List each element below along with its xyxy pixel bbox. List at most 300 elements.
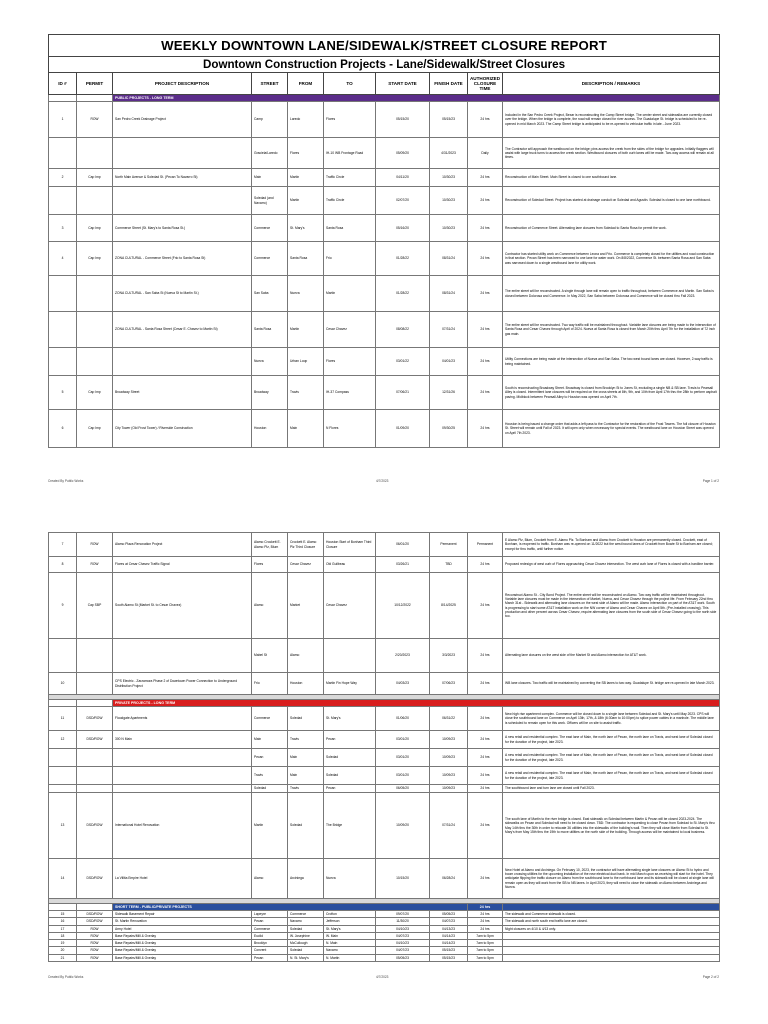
cell-to: The Bridge — [324, 793, 376, 859]
cell-id: 20 — [49, 947, 77, 954]
cell-auth: 24 hrs — [468, 707, 503, 731]
cell-remarks: Night closures on 4/10 & 4/13 only. — [503, 925, 720, 932]
cell-id: 18 — [49, 932, 77, 939]
cell-auth: 24 hrs — [468, 187, 503, 215]
cell-permit — [77, 348, 113, 376]
cell-auth: 24 hrs — [468, 169, 503, 187]
cell-auth: 24 hrs — [468, 859, 503, 899]
cell-start: 01/09/20 — [376, 410, 430, 448]
footer-date: 4/7/2023 — [376, 479, 389, 483]
cell-street: Travis — [252, 767, 288, 785]
cell-start: 03/01/20 — [376, 731, 430, 749]
section-header-private — [49, 700, 720, 707]
cell-remarks: The Contractor will approach the westbound on the bridge; pins access the creek from the sides of the bridge for upgrades. Initially flaggers will assist with large truck turns to access the creek section. Westbound closures of both curb lanes will be made. Two-way access will remain at all times. — [503, 138, 720, 169]
table-row — [49, 859, 720, 899]
cell-project: Army Hotel — [113, 925, 252, 932]
cell-start: 05/15/20 — [376, 102, 430, 138]
col-header-authorized: AUTHORIZED CLOSURE TIME — [468, 73, 503, 95]
cell-permit: ROW — [77, 954, 113, 961]
cell-id: 2 — [49, 169, 77, 187]
cell-finish: 4/31/2023 — [430, 138, 468, 169]
cell-project: South Alamo St (Market St. to Cesar Chavez) — [113, 573, 252, 639]
table-row — [49, 169, 720, 187]
cell-project — [113, 348, 252, 376]
cell-from: St. Mary's — [288, 215, 324, 242]
cell-street: Pecan — [252, 954, 288, 961]
cell-from: Martin — [288, 169, 324, 187]
cell-permit — [77, 276, 113, 312]
cell-start: 04/07/23 — [376, 932, 430, 939]
cell-auth: 24 hrs — [468, 376, 503, 410]
cell-id: 16 — [49, 918, 77, 925]
col-header-start: START DATE — [376, 73, 430, 95]
cell-auth: 7am to 5pm — [468, 954, 503, 961]
cell-project — [113, 749, 252, 767]
table-row — [49, 242, 720, 276]
cell-street: Main — [252, 169, 288, 187]
cell-to — [324, 639, 376, 673]
cell-id: 17 — [49, 925, 77, 932]
cell-start: 10/09/20 — [376, 793, 430, 859]
cell-start: 03/26/21 — [376, 557, 430, 573]
cell-permit: DSD/ROW — [77, 859, 113, 899]
cell-id: 9 — [49, 573, 77, 639]
footer-date: 4/7/2023 — [376, 975, 389, 979]
cell-auth: 24 hrs — [468, 348, 503, 376]
table-row — [49, 925, 720, 932]
cell-auth: 24 hrs — [468, 215, 503, 242]
cell-id: 4 — [49, 242, 77, 276]
cell-from: McCullough — [288, 940, 324, 947]
cell-street: Alamo — [252, 859, 288, 899]
cell-remarks: The sidewalk and north south end traffic lane are closed. — [503, 918, 720, 925]
cell-start: 03/01/20 — [376, 767, 430, 785]
table-row — [49, 573, 720, 639]
cell-id — [49, 312, 77, 348]
cell-start: 01/28/22 — [376, 242, 430, 276]
cell-from: Travis — [288, 376, 324, 410]
table-row — [49, 639, 720, 673]
cell-start: 01/28/22 — [376, 276, 430, 312]
footer-page-number: Page 1 of 2 — [702, 479, 719, 483]
cell-remarks — [503, 940, 720, 947]
cell-to: Flores — [324, 102, 376, 138]
cell-auth: 24 hrs — [468, 410, 503, 448]
cell-permit: Cap SBP — [77, 573, 113, 639]
cell-remarks — [503, 932, 720, 939]
cell-project — [113, 767, 252, 785]
cell-auth: 24 hrs — [468, 911, 503, 918]
cell-permit: DSD/ROW — [77, 793, 113, 859]
cell-auth: 24 hrs — [468, 785, 503, 793]
cell-project: ZONA CULTURAL - Santa Rosa Street (Cesar E. Chavez to Martin St) — [113, 312, 252, 348]
cell-to: St. Mary's — [324, 925, 376, 932]
cell-to: Crofton — [324, 911, 376, 918]
cell-to: Frio — [324, 242, 376, 276]
cell-to: Traffic Circle — [324, 169, 376, 187]
cell-permit — [77, 138, 113, 169]
cell-auth: 24 hrs — [468, 639, 503, 673]
cell-auth: 24 hrs — [468, 557, 503, 573]
cell-start: 07/06/21 — [376, 376, 430, 410]
section-header-short-term-label: SHORT TERM - PUBLIC/PRIVATE PROJECTS — [113, 904, 468, 911]
cell-id: 12 — [49, 731, 77, 749]
cell-start: 08/08/22 — [376, 312, 430, 348]
cell-from: Santa Rosa — [288, 242, 324, 276]
cell-to: Jefferson — [324, 918, 376, 925]
cell-id: 3 — [49, 215, 77, 242]
cell-start: 10/15/20 — [376, 859, 430, 899]
cell-project: CPS Electric - Zarzamora Phase 2 of Downtown Power Connection to Underground Distribution Project — [113, 673, 252, 695]
cell-from: Martin — [288, 312, 324, 348]
table-row — [49, 940, 720, 947]
cell-street: Broadway — [252, 376, 288, 410]
cell-finish: 08/31/24 — [430, 242, 468, 276]
table-row — [49, 102, 720, 138]
cell-to: Pecan — [324, 785, 376, 793]
cell-from: Travis — [288, 731, 324, 749]
col-header-project: PROJECT DESCRIPTION — [113, 73, 252, 95]
cell-permit: ROW — [77, 940, 113, 947]
cell-project: Base Repairs/Mill & Overlay — [113, 932, 252, 939]
cell-auth: 24 hrs — [468, 767, 503, 785]
cell-from: Main — [288, 767, 324, 785]
section-header-public — [49, 95, 720, 102]
cell-to: N. Martin — [324, 954, 376, 961]
cell-project — [113, 138, 252, 169]
cell-auth: 7am to 5pm — [468, 932, 503, 939]
cell-auth: 24 hrs — [468, 918, 503, 925]
cell-finish: 06/31/22 — [430, 707, 468, 731]
cell-remarks — [503, 947, 720, 954]
cell-to: N. Main — [324, 940, 376, 947]
cell-finish: 06/28/24 — [430, 859, 468, 899]
cell-id: 14 — [49, 859, 77, 899]
cell-start: 04/07/23 — [376, 947, 430, 954]
cell-auth: 24 hrs — [468, 242, 503, 276]
table-row — [49, 947, 720, 954]
closure-table-page-1 — [48, 34, 720, 448]
cell-project: Base Repairs/Mill & Overlay — [113, 947, 252, 954]
cell-finish: TBD — [430, 557, 468, 573]
cell-id: 15 — [49, 911, 77, 918]
cell-to: IH-10 WB Frontage Road — [324, 138, 376, 169]
cell-start: 04/03/23 — [376, 673, 430, 695]
cell-to: Nueva — [324, 859, 376, 899]
cell-street: Commerce — [252, 242, 288, 276]
cell-id — [49, 749, 77, 767]
cell-start: 01/06/20 — [376, 707, 430, 731]
cell-from: Travis — [288, 785, 324, 793]
cell-street: Brooklyn — [252, 940, 288, 947]
cell-auth: 24 hrs — [468, 276, 503, 312]
cell-street: Convent — [252, 947, 288, 954]
table-row — [49, 785, 720, 793]
cell-street: Pecan — [252, 749, 288, 767]
cell-id: 8 — [49, 557, 77, 573]
cell-permit: ROW — [77, 925, 113, 932]
table-row — [49, 410, 720, 448]
cell-from: Soledad — [288, 707, 324, 731]
cell-to: St. Mary's — [324, 707, 376, 731]
cell-finish: 04/01/23 — [430, 348, 468, 376]
table-row — [49, 138, 720, 169]
cell-permit: DSD/ROW — [77, 918, 113, 925]
col-header-remarks: DESCRIPTION / REMARKS — [503, 73, 720, 95]
cell-to: Pecan — [324, 731, 376, 749]
cell-remarks: Contractor has started utility work on Commerce between Leona and Frio. Commerce is completely closed for the utilities and road construction in that section. Pecan Street has been narrowed to one lane for water work. On 8/8/2022, Commerce St. between Santa Rosa and San Saba was narrowed down to a single westbound lane for utility work. — [503, 242, 720, 276]
cell-permit: ROW — [77, 932, 113, 939]
cell-street: Alamo Crockett E. Alamo Plz, Blum — [252, 533, 288, 557]
cell-finish: 04/14/23 — [430, 940, 468, 947]
table-row — [49, 767, 720, 785]
cell-start: 05/09/20 — [376, 138, 430, 169]
cell-project: Base Repairs/Mill & Overlay — [113, 954, 252, 961]
report-page-2 — [48, 532, 719, 962]
cell-start: 03/01/22 — [376, 348, 430, 376]
column-header-row — [49, 73, 720, 95]
cell-to: Cesar Chavez — [324, 573, 376, 639]
cell-street: Nueva — [252, 348, 288, 376]
cell-project: ZONA CULTURAL - San Saba St (Nueva St to Martin St.) — [113, 276, 252, 312]
cell-permit — [77, 187, 113, 215]
table-row — [49, 918, 720, 925]
cell-finish: 07/31/24 — [430, 793, 468, 859]
section-header-short-term-time: 24 hrs — [468, 904, 503, 911]
cell-permit: Cap Imp — [77, 242, 113, 276]
cell-permit: DSD/ROW — [77, 731, 113, 749]
cell-finish: 10/30/23 — [430, 187, 468, 215]
cell-permit: Cap Imp — [77, 169, 113, 187]
cell-remarks: E Alamo Plz, Blum, Crockett from E. Alamo Plz. To Bonham and Alamo from Crockett to Houston are permanently closed. Crockett, east of Bonham, is reopened to traffic. Bonham was re-opened on 11/2022 but the west bound lanes of Crockett from Bowie St to Bonham are closed; except for thru traffic, until further notice. — [503, 533, 720, 557]
cell-street: Commerce — [252, 215, 288, 242]
cell-remarks: Reconstruction of Commerce Street. Alternating lane closures from Soledad to Santa Rosa for permit the work. — [503, 215, 720, 242]
cell-to: Cesar Chavez — [324, 312, 376, 348]
cell-permit: ROW — [77, 557, 113, 573]
cell-from: N. St. Mary's — [288, 954, 324, 961]
cell-remarks: WB lane closures. Two traffic will be maintained by converting the SB lanes to two way. Guadalupe St. bridge are re-opened in late March 2023. — [503, 673, 720, 695]
table-row — [49, 312, 720, 348]
cell-permit — [77, 785, 113, 793]
cell-finish: 3/3/2023 — [430, 639, 468, 673]
cell-from: Soledad — [288, 925, 324, 932]
report-page-1 — [48, 34, 719, 448]
cell-id: 19 — [49, 940, 77, 947]
cell-id — [49, 138, 77, 169]
cell-id: 7 — [49, 533, 77, 557]
cell-from: Houston — [288, 673, 324, 695]
cell-auth: Daily — [468, 138, 503, 169]
cell-from: Soledad — [288, 947, 324, 954]
cell-remarks: A new retail and residential complex. The east lane of Main, the north lane of Pecan, the north lane on Travis, and west lane of Soledad closed for the duration of the project, late 2023. — [503, 767, 720, 785]
cell-to: W. Main — [324, 932, 376, 939]
cell-remarks — [503, 954, 720, 961]
cell-remarks: Reconstruction of Soledad Street. Project has started at drainage conduit on Soledad and Agustin. Soledad is closed to one lane northbound. — [503, 187, 720, 215]
cell-remarks: The southbound lane and turn lane are closed until Fall 2023. — [503, 785, 720, 793]
cell-finish: 10/09/23 — [430, 749, 468, 767]
cell-street: Houston — [252, 410, 288, 448]
cell-from: Soledad — [288, 793, 324, 859]
cell-project: Sidewalk Basement Repair — [113, 911, 252, 918]
cell-from: Laredo — [288, 102, 324, 138]
cell-start: 04/10/23 — [376, 940, 430, 947]
cell-project: Alamo Plaza Renovation Project — [113, 533, 252, 557]
cell-finish: 04/13/23 — [430, 925, 468, 932]
cell-remarks: The entire street will be reconstructed. A single through lane will remain open to traffic throughout, between Commerce and Martin. San Saba is closed between Dolorosa and Commerce. In May 2022, San Saba between Dolorosa and Commerce will be closed thru Fall 2023. — [503, 276, 720, 312]
cell-street: Martin — [252, 793, 288, 859]
cell-remarks: Included in the San Pedro Creek Project, Bexar is reconstructing the Camp Street bridge. The center street and sidewalks are currently closed over the bridge. When the bridge is complete, the road will remain closed for river access. The Guadalupe St. bridge is scheduled to be re-opened in mid March 2023. The Camp Street bridge is anticipated to be re-opened to vehicular traffic in late - June 2023. — [503, 102, 720, 138]
cell-auth: 24 hrs — [468, 673, 503, 695]
cell-start: 06/05/20 — [376, 785, 430, 793]
footer-creator: Created By Public Works — [48, 479, 84, 483]
cell-auth: 24 hrs — [468, 573, 503, 639]
cell-permit: Cap Imp — [77, 215, 113, 242]
cell-start: 06/01/20 — [376, 533, 430, 557]
col-header-to: TO — [324, 73, 376, 95]
cell-id — [49, 785, 77, 793]
cell-to: Flores — [324, 348, 376, 376]
cell-project: La Villita Empire Hotel — [113, 859, 252, 899]
cell-project: ZONA CULTURAL - Commerce Street (Frio to Santa Rosa St) — [113, 242, 252, 276]
cell-street: San Saba — [252, 276, 288, 312]
cell-to: Navarro — [324, 947, 376, 954]
cell-start: 03/01/20 — [376, 749, 430, 767]
cell-to: Traffic Circle — [324, 187, 376, 215]
cell-permit: ROW — [77, 102, 113, 138]
cell-to: Houston Start of Bonham Third Closure — [324, 533, 376, 557]
cell-remarks: The south lane of Martin to the river bridge is closed. East sidewalk on Soledad between Martin & Pecan will be closed 2023-2024. The sidewalks on Pecan and Soledad will need to be closed down. TBD: The contractor is requesting to close Pecan from Soledad to St. Mary's thru May 14th thru the 30th in order to relocate 36 utilities into the sidewalks of the building's wall. Then they will close Martin from Soledad to St. Mary's from May 15th thru the 19th to move utilities on the north side of the building. Through access will be maintained to local business. — [503, 793, 720, 859]
cell-from: Main — [288, 749, 324, 767]
cell-id: 6 — [49, 410, 77, 448]
cell-street: Flores — [252, 557, 288, 573]
cell-id: 10 — [49, 673, 77, 695]
col-header-id: ID # — [49, 73, 77, 95]
cell-id: 5 — [49, 376, 77, 410]
cell-from: Alamo — [288, 639, 324, 673]
cell-permit — [77, 312, 113, 348]
col-header-street: STREET — [252, 73, 288, 95]
cell-from: Urban Loop — [288, 348, 324, 376]
cell-street: Pecan — [252, 918, 288, 925]
cell-finish: 8/14/2025 — [430, 573, 468, 639]
table-row — [49, 557, 720, 573]
cell-auth: 7am to 5pm — [468, 947, 503, 954]
cell-start: 09/07/20 — [376, 911, 430, 918]
cell-street: Soledad — [252, 785, 288, 793]
cell-id — [49, 348, 77, 376]
cell-to: Santa Rosa — [324, 215, 376, 242]
cell-remarks: Reconstruction of Main Street. Main Street is closed to one southbound lane. — [503, 169, 720, 187]
cell-remarks: Proposed redesign of west curb of Flores approaching Cesar Chavez intersection. The west curb lane of Flores is closed with a hardline barrier. — [503, 557, 720, 573]
cell-remarks: A new retail and residential complex. The east lane of Main, the north lane of Pecan, the north lane on Travis, and west lane of Soledad closed for the duration of the project, late 2023. — [503, 749, 720, 767]
cell-project: International Hotel Renovation — [113, 793, 252, 859]
cell-street: Lapeyre — [252, 911, 288, 918]
cell-permit: Cap Imp — [77, 410, 113, 448]
cell-auth: 24 hrs — [468, 925, 503, 932]
cell-street: Commerce — [252, 707, 288, 731]
cell-to: N Flores — [324, 410, 376, 448]
cell-street: Commerce — [252, 925, 288, 932]
cell-id — [49, 639, 77, 673]
closure-table-page-2 — [48, 532, 720, 962]
cell-street: Soledad (and Navarro) — [252, 187, 288, 215]
cell-finish: 05/15/23 — [430, 102, 468, 138]
cell-remarks: South is reconstructing Broadway Street. Broadway is closed from Brooklyn St to Jones St, excluding a single NB & SB lane. Travis to Pearsall Alley is closed. Intermittent lane closures will be required on the cross streets at 8th, 9th, and 10th from April 17th thru the 28th to perform asphalt paving. Midblock between Pearsall Alley to Houston was opened on April 7th. — [503, 376, 720, 410]
cell-to: Martin Fin Hope Way — [324, 673, 376, 695]
cell-permit: ROW — [77, 947, 113, 954]
cell-project — [113, 785, 252, 793]
table-row — [49, 376, 720, 410]
section-header-short-term — [49, 904, 720, 911]
cell-project: San Pedro Creek Drainage Project — [113, 102, 252, 138]
cell-remarks: A new retail and residential complex. The east lane of Main, the north lane of Pecan, the north lane on Travis, and west lane of Soledad closed for the duration of the project, late 2023. — [503, 731, 720, 749]
footer-creator: Created By Public Works — [48, 975, 84, 979]
cell-id: 21 — [49, 954, 77, 961]
cell-finish: 10/30/23 — [430, 215, 468, 242]
cell-start: 10/12/2022 — [376, 573, 430, 639]
cell-from: Flores — [288, 138, 324, 169]
table-row — [49, 749, 720, 767]
cell-auth: 24 hrs — [468, 731, 503, 749]
cell-street: Euclid — [252, 932, 288, 939]
cell-finish: 10/09/23 — [430, 785, 468, 793]
cell-finish: 10/09/23 — [430, 731, 468, 749]
cell-permit: DSD/ROW — [77, 707, 113, 731]
cell-start: 05/05/23 — [376, 954, 430, 961]
cell-project: Base Repairs/Mill & Overlay — [113, 940, 252, 947]
table-row — [49, 793, 720, 859]
cell-project: 300 N Main — [113, 731, 252, 749]
cell-id — [49, 276, 77, 312]
cell-project — [113, 187, 252, 215]
cell-from: W. Josephine — [288, 932, 324, 939]
cell-project: City Tower (Old Frost Tower) / Riverside Construction — [113, 410, 252, 448]
table-row — [49, 187, 720, 215]
cell-permit — [77, 749, 113, 767]
table-row — [49, 954, 720, 961]
table-row — [49, 276, 720, 312]
table-row — [49, 707, 720, 731]
col-header-from: FROM — [288, 73, 324, 95]
cell-to: IH-37 Compass — [324, 376, 376, 410]
cell-to: Martin — [324, 276, 376, 312]
cell-from: Nueva — [288, 276, 324, 312]
cell-project: Broadway Street — [113, 376, 252, 410]
cell-from: Market — [288, 573, 324, 639]
cell-permit — [77, 673, 113, 695]
cell-remarks: New Hotel at Alamo and Arciniega. On February 10, 2023, the contractor will have alternating single lane closures on Alamo St to hydro and boom crossing utilities for the upcoming installation of the new electrical duct bank. In mid March upon se-receiving will start for the hotel. They anticipate flipping the traffic closure on Alamo from the southbound lane to the northbound lane and its sidewalk will be closed at single lane will remain open as they will work from the SB to NB lanes. In April 2023, they will need to close the sidewalk on Alamo between Arciniega and Nueva. — [503, 859, 720, 899]
cell-to: Soledad — [324, 749, 376, 767]
cell-from: Commerce — [288, 911, 324, 918]
cell-to: Old Guilbeau — [324, 557, 376, 573]
cell-permit — [77, 639, 113, 673]
table-row — [49, 932, 720, 939]
cell-finish: 10/09/23 — [430, 767, 468, 785]
cell-start: 04/10/23 — [376, 925, 430, 932]
table-row — [49, 215, 720, 242]
cell-street: Santa Rosa — [252, 312, 288, 348]
col-header-finish: FINISH DATE — [430, 73, 468, 95]
cell-finish: 07/31/24 — [430, 312, 468, 348]
cell-auth: 24 hrs — [468, 312, 503, 348]
table-row — [49, 348, 720, 376]
cell-street: Alamo — [252, 573, 288, 639]
cell-finish: 07/06/23 — [430, 673, 468, 695]
cell-auth: Permanent — [468, 533, 503, 557]
cell-remarks: Alternating lane closures on the west side of the Market St and Alamo intersection for AT&T work. — [503, 639, 720, 673]
cell-finish: Permanent — [430, 533, 468, 557]
cell-remarks: The sidewalk and Commerce sidewalk is closed. — [503, 911, 720, 918]
